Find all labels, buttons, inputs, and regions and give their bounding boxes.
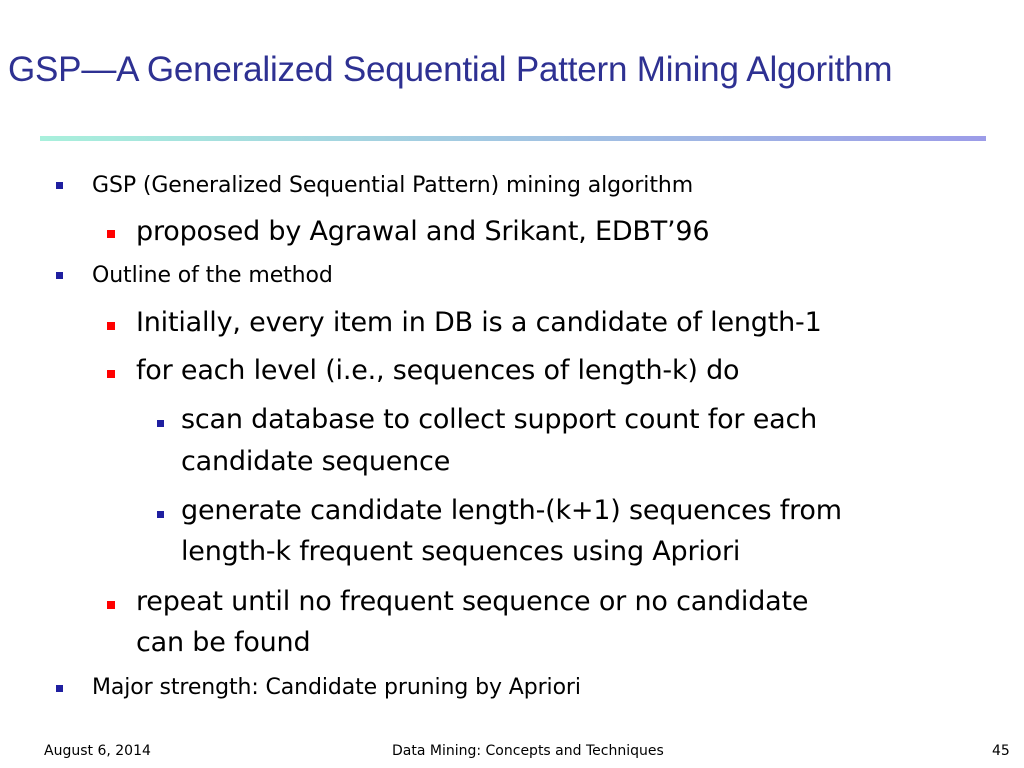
bullet-text: Major strength: Candidate pruning by Apriori xyxy=(92,675,581,700)
bullet-marker xyxy=(107,601,115,609)
bullet-marker xyxy=(56,272,63,279)
slide-title: GSP—A Generalized Sequential Pattern Mining Algorithm xyxy=(8,50,893,89)
bullet-marker xyxy=(107,370,115,378)
bullet-text-continuation: can be found xyxy=(136,627,311,658)
bullet-text: for each level (i.e., sequences of length-k) do xyxy=(136,355,740,386)
footer-page-number: 45 xyxy=(992,743,1010,759)
footer-source: Data Mining: Concepts and Techniques xyxy=(392,743,664,759)
bullet-text: generate candidate length-(k+1) sequences from xyxy=(181,495,842,526)
bullet-marker xyxy=(56,182,63,189)
bullet-text: Initially, every item in DB is a candidate of length-1 xyxy=(136,307,822,338)
bullet-text: scan database to collect support count for each xyxy=(181,404,818,435)
bullet-marker xyxy=(56,685,63,692)
footer-date: August 6, 2014 xyxy=(44,743,151,759)
bullet-text: GSP (Generalized Sequential Pattern) mining algorithm xyxy=(92,173,694,198)
bullet-text-continuation: length-k frequent sequences using Apriori xyxy=(181,536,741,567)
bullet-marker xyxy=(157,420,164,427)
bullet-text: proposed by Agrawal and Srikant, EDBT’96 xyxy=(136,216,710,247)
bullet-text-continuation: candidate sequence xyxy=(181,446,451,477)
bullet-text: repeat until no frequent sequence or no candidate xyxy=(136,586,809,617)
bullet-text: Outline of the method xyxy=(92,263,333,288)
bullet-marker xyxy=(107,322,115,330)
bullet-marker xyxy=(157,511,164,518)
bullet-marker xyxy=(107,230,115,238)
